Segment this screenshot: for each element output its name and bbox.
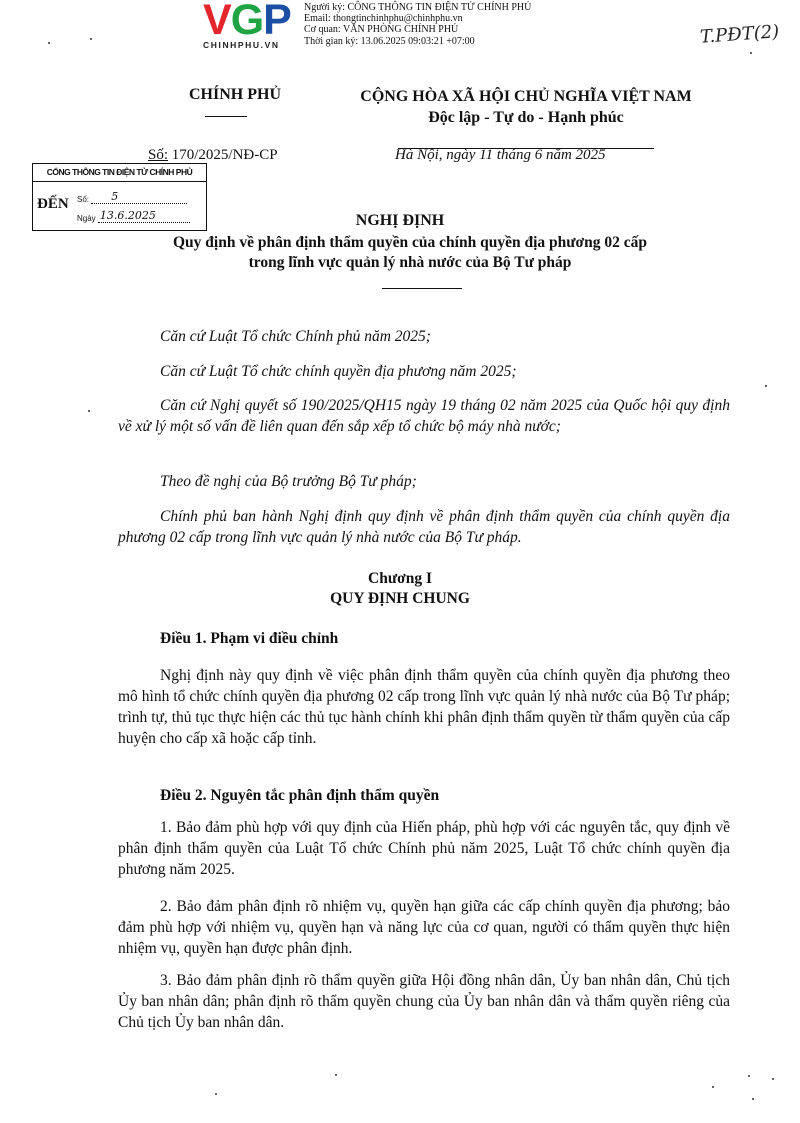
document-number-label: Số: <box>148 147 169 163</box>
signed-time: Thời gian ký: 13.06.2025 09:03:21 +07:00 <box>304 35 475 47</box>
stamp-number-row <box>77 190 187 204</box>
vgp-logo-letter-v: V <box>203 0 231 44</box>
stamp-number-value: 5 <box>111 190 119 203</box>
preamble-item: Căn cứ Luật Tổ chức Chính phủ năm 2025; <box>160 328 431 345</box>
national-motto: Độc lập - Tự do - Hạnh phúc <box>428 109 624 126</box>
scan-speck <box>48 42 50 44</box>
issuer-name: CHÍNH PHỦ <box>189 86 281 103</box>
article-paragraph: Nghị định này quy định về việc phân định thẩm quyền của chính quyền địa phương theo mô hình tổ chức chính quyền địa phương 02 cấp trong lĩnh vực quản lý nhà nước của Bộ Tư pháp; trình tự, thủ tục thực hiện các thủ tục hành chính khi phân định thẩm quyền từ thẩm quyền của cấp huyện cho cấp xã hoặc cấp tỉnh. <box>118 667 730 747</box>
scan-speck <box>335 1074 337 1076</box>
signer: Người ký: CÔNG THÔNG TIN ĐIỆN TỬ CHÍNH PHỦ <box>304 2 532 13</box>
document-number <box>148 147 278 164</box>
preamble-item: Theo đề nghị của Bộ trưởng Bộ Tư pháp; <box>160 473 417 490</box>
signer-email: Email: thongtinchinhphu@chinhphu.vn <box>304 13 463 25</box>
preamble-item: Chính phủ ban hành Nghị định quy định về phân định thẩm quyền của chính quyền địa phương 02 cấp trong lĩnh vực quản lý nhà nước của Bộ Tư pháp. <box>118 508 730 546</box>
stamp-org: CỔNG THÔNG TIN ĐIỆN TỬ CHÍNH PHỦ <box>33 164 206 182</box>
vgp-logo <box>203 0 291 44</box>
scan-speck <box>215 1093 217 1095</box>
stamp-date-label: Ngày <box>77 214 96 223</box>
vgp-logo-domain: CHINHPHU.VN <box>203 40 280 50</box>
scan-speck <box>90 38 92 40</box>
preamble-item: Căn cứ Nghị quyết số 190/2025/QH15 ngày 19 tháng 02 năm 2025 của Quốc hội quy định về xử lý một số vấn đề liên quan đến sắp xếp tổ chức bộ máy nhà nước; <box>118 397 730 435</box>
stamp-number-label: Số: <box>77 195 90 204</box>
chapter-number: Chương I <box>368 570 432 587</box>
subject-line-1: Quy định về phân định thẩm quyền của chính quyền địa phương 02 cấp <box>172 234 648 251</box>
stamp-received-label: ĐẾN <box>37 196 69 212</box>
article-paragraph: 1. Bảo đảm phù hợp với quy định của Hiến pháp, phù hợp với các nguyên tắc, quy định về phân định thẩm quyền của Luật Tổ chức Chính phủ năm 2025, Luật Tổ chức chính quyền địa phương năm 2025. <box>118 819 730 878</box>
document-number-value: 170/2025/NĐ-CP <box>171 147 278 163</box>
issuer-divider <box>205 116 247 117</box>
scan-speck <box>750 52 752 54</box>
stamp-number-field <box>91 190 187 204</box>
title-divider <box>382 288 462 289</box>
preamble-item: Căn cứ Luật Tổ chức chính quyền địa phương năm 2025; <box>160 363 517 380</box>
article-heading: Điều 1. Phạm vi điều chỉnh <box>160 630 339 647</box>
vgp-logo-letter-p: P <box>263 0 291 44</box>
digital-signature-info <box>304 2 531 47</box>
subject-line-2: trong lĩnh vực quản lý nhà nước của Bộ Tư pháp <box>248 254 572 271</box>
scan-speck <box>765 385 767 387</box>
place-date: Hà Nội, ngày 11 tháng 6 năm 2025 <box>395 147 606 163</box>
stamp-date-value: 13.6.2025 <box>99 209 156 222</box>
nation-name: CỘNG HÒA XÃ HỘI CHỦ NGHĨA VIỆT NAM <box>360 88 692 105</box>
article-paragraph: 2. Bảo đảm phân định rõ nhiệm vụ, quyền hạn giữa các cấp chính quyền địa phương; bảo đảm phù hợp với nhiệm vụ, quyền hạn và năng lực của cơ quan, người có thẩm quyền thực hiện nhiệm vụ, quyền hạn được phân định. <box>118 898 730 957</box>
handwritten-note: T.PĐT(2) <box>699 21 780 48</box>
article-paragraph: 3. Bảo đảm phân định rõ thẩm quyền giữa Hội đồng nhân dân, Ủy ban nhân dân, Chủ tịch Ủy ban nhân dân; phân định rõ thẩm quyền chung của Ủy ban nhân dân và thẩm quyền riêng của Chủ tịch Ủy ban nhân dân. <box>118 972 730 1031</box>
chapter-heading <box>0 569 800 609</box>
scan-speck <box>772 1078 774 1080</box>
national-header <box>326 86 726 128</box>
chapter-title: QUY ĐỊNH CHUNG <box>330 590 470 607</box>
document-subject <box>100 233 720 273</box>
vgp-logo-letter-g: G <box>230 0 264 44</box>
scan-speck <box>88 410 90 412</box>
document-type: NGHỊ ĐỊNH <box>355 212 445 229</box>
signer-agency: Cơ quan: VĂN PHÒNG CHÍNH PHỦ <box>304 24 459 36</box>
scan-speck <box>752 1098 754 1100</box>
scan-speck <box>712 1086 714 1088</box>
scan-speck <box>748 1075 750 1077</box>
article-heading: Điều 2. Nguyên tắc phân định thẩm quyền <box>160 787 440 804</box>
